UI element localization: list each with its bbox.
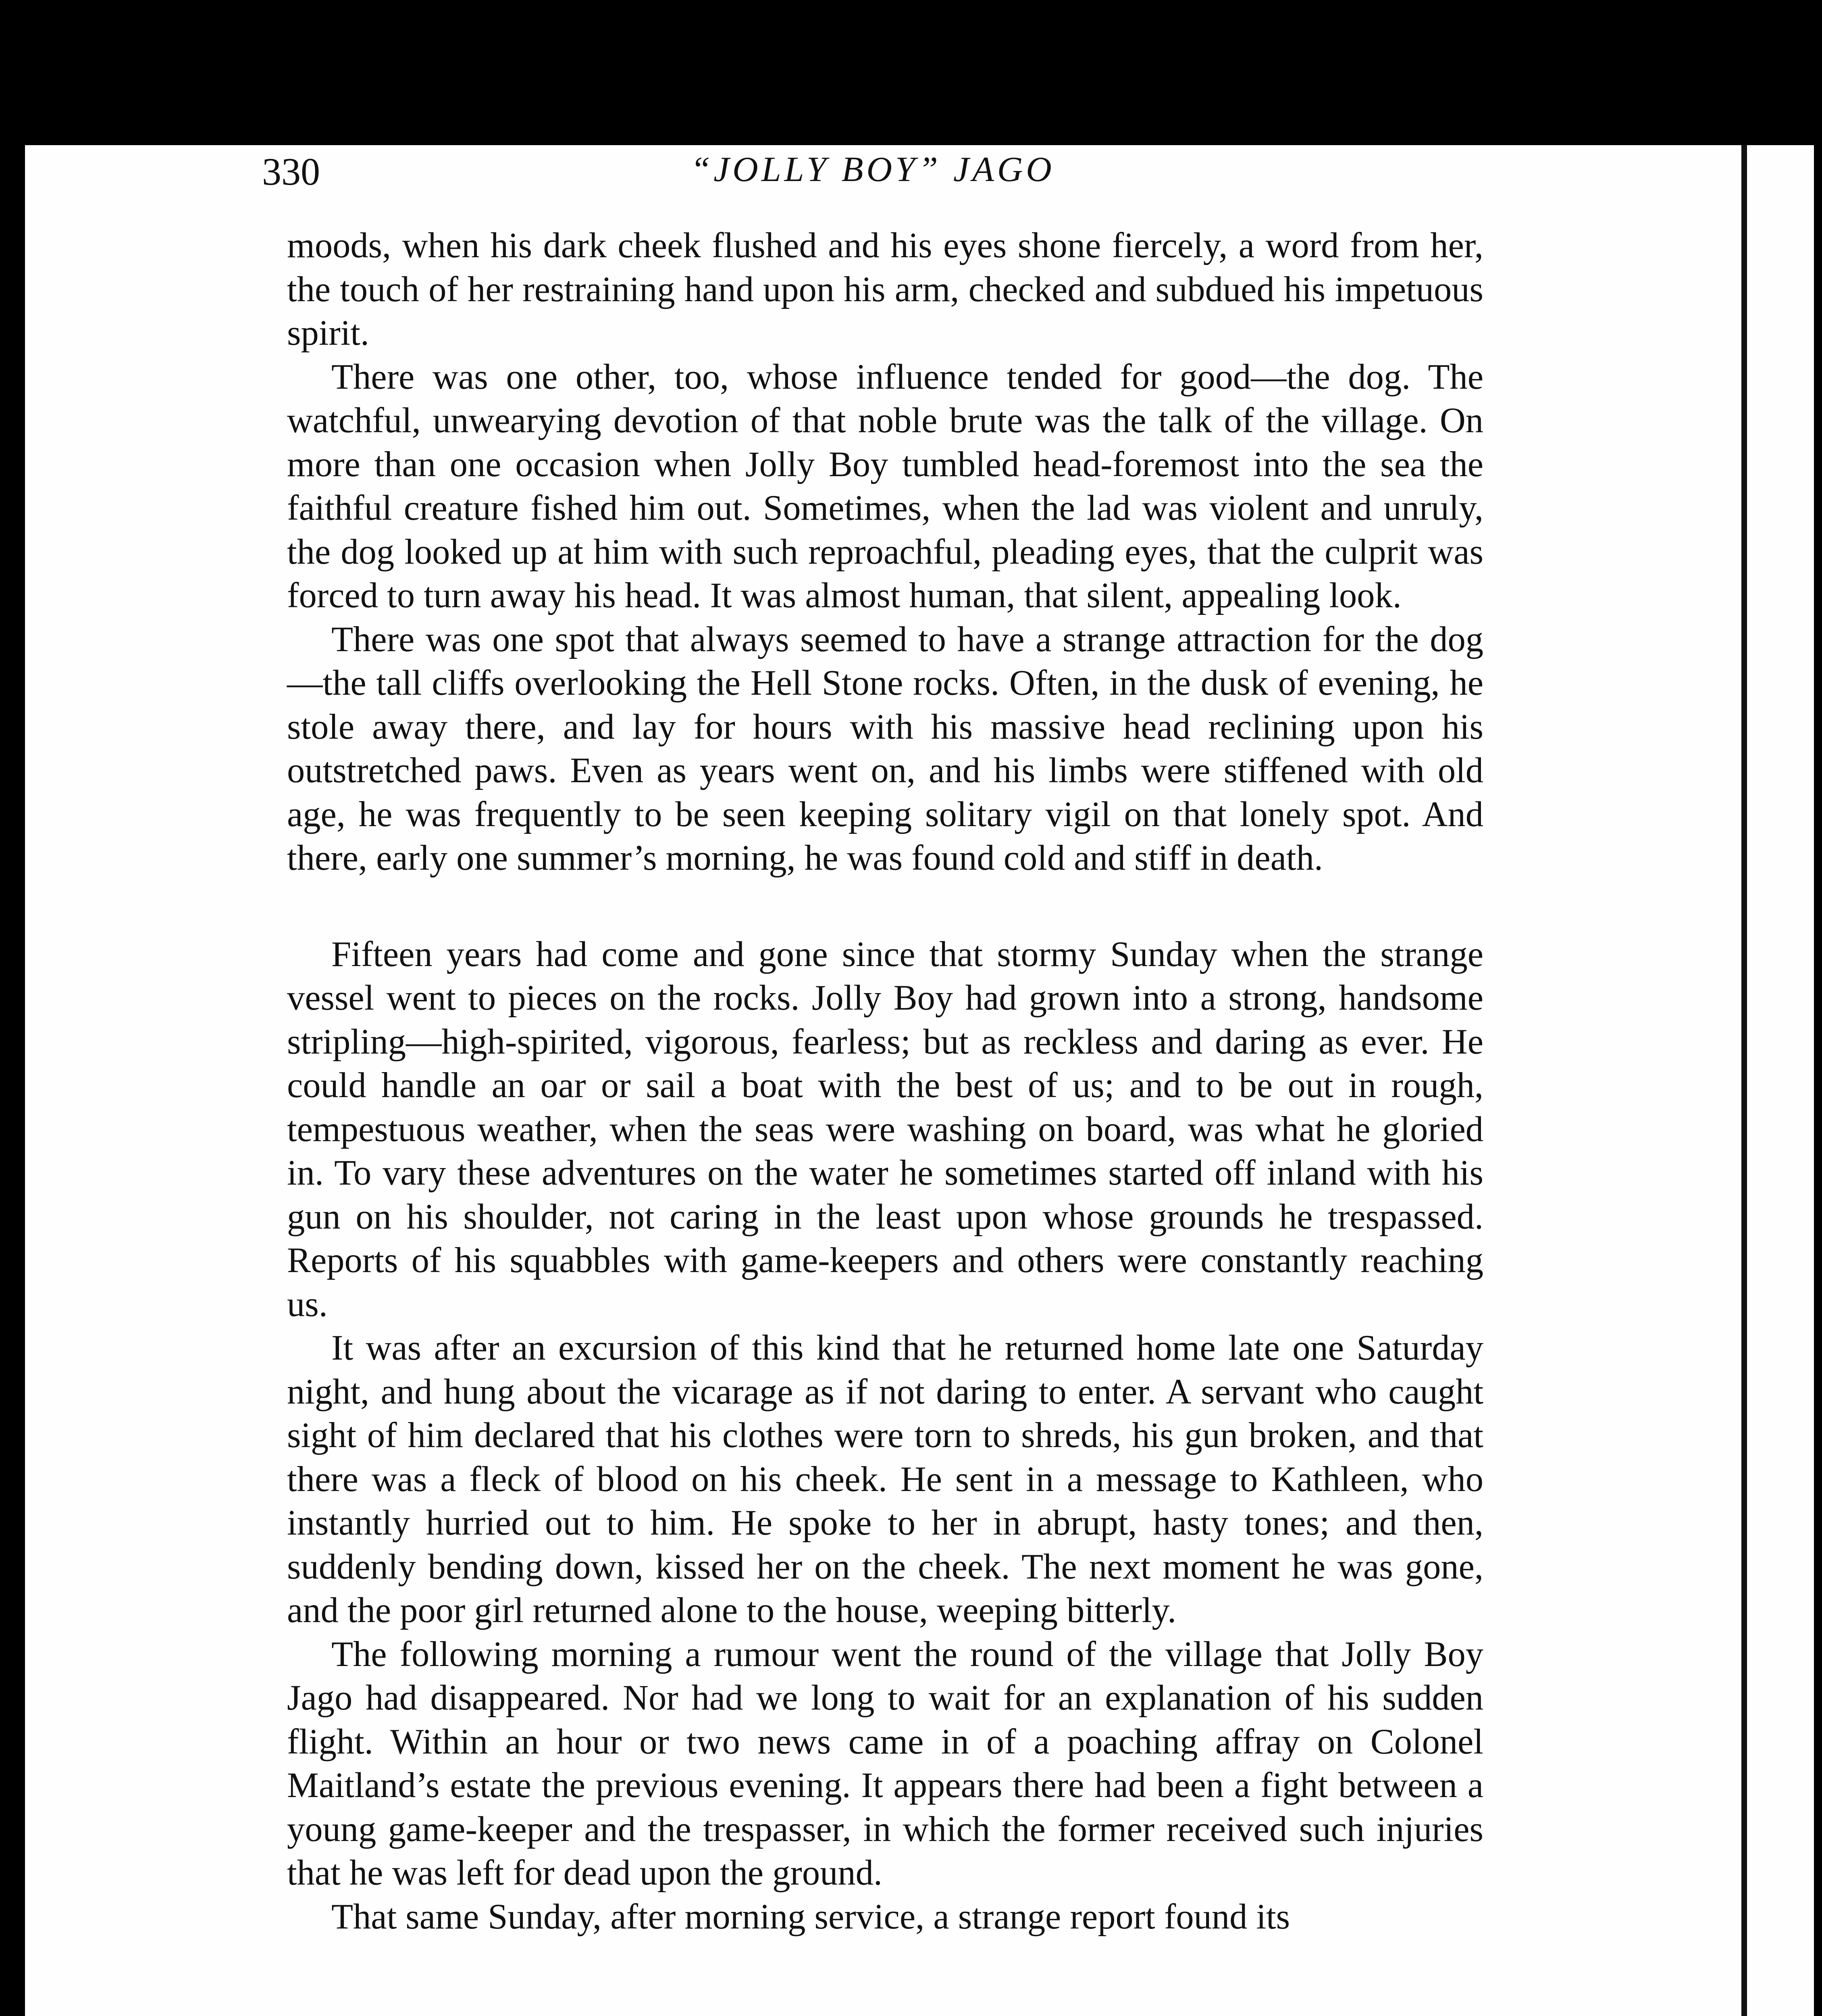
paragraph: The following morning a rumour went the round of the village that Jolly Boy Jago had disappeared. Nor had we long to wait for an explanation of his sudden flight. Within an hour or two news came in of a poaching affray on Colonel Maitland’s estate the previous evening. It appears there had been a fight between a young game-keeper and the trespasser, in which the former received such injuries that he was left for dead upon the ground. — [287, 1634, 1483, 1893]
facing-page-edge — [1741, 145, 1814, 2016]
paragraph: There was one other, too, whose influence tended for good—the dog. The watchful, unwearying devotion of that noble brute was the talk of the village. On more than one occasion when Jolly Boy tumbled head-foremost into the sea the faithful creature fished him out. Sometimes, when the lad was violent and unruly, the dog looked up at him with such reproachful, pleading eyes, that the culprit was forced to turn away his head. It was almost human, that silent, appealing look. — [287, 357, 1483, 615]
paragraph: That same Sunday, after morning service, a strange report found its — [331, 1897, 1290, 1937]
paragraph: Fifteen years had come and gone since that stormy Sunday when the strange vessel went to pieces on the rocks. Jolly Boy had grown into a strong, handsome stripling—high-spirited, vigorous, fearless; but as reckless and daring as ever. He could handle an oar or sail a boat with the best of us; and to be out in rough, tempestuous weather, when the seas were washing on board, was what he gloried in. To vary these adventures on the water he sometimes started off inland with his gun on his shoulder, not caring in the least upon whose grounds he trespassed. Reports of his squabbles with game-keepers and others were constantly reaching us. — [287, 934, 1483, 1324]
section-break — [287, 880, 1483, 933]
paragraph: It was after an excursion of this kind that he returned home late one Saturday night, and hung about the vicarage as if not daring to enter. A servant who caught sight of him declared that his clothes were torn to shreds, his gun broken, and that there was a fleck of blood on his cheek. He sent in a message to Kathleen, who instantly hurried out to him. He spoke to her in abrupt, hasty tones; and then, suddenly bending down, kissed her on the cheek. The next moment he was gone, and the poor girl returned alone to the house, weeping bitterly. — [287, 1328, 1483, 1630]
page-number: 330 — [262, 150, 320, 193]
running-title: “JOLLY BOY” JAGO — [691, 150, 1055, 189]
paragraph: moods, when his dark cheek flushed and his eyes shone fiercely, a word from her, the touch of her restraining hand upon his arm, checked and subdued his impetuous spirit. — [287, 226, 1483, 353]
running-head — [262, 149, 1483, 202]
paragraph: There was one spot that always seemed to have a strange attraction for the dog—the tall cliffs overlooking the Hell Stone rocks. Often, in the dusk of evening, he stole away there, and lay for hours with his massive head reclining upon his outstretched paws. Even as years went on, and his limbs were stiffened with old age, he was frequently to be seen keeping solitary vigil on that lonely spot. And there, early one summer’s morning, he was found cold and stiff in death. — [287, 619, 1483, 878]
text-body — [287, 224, 1483, 1939]
